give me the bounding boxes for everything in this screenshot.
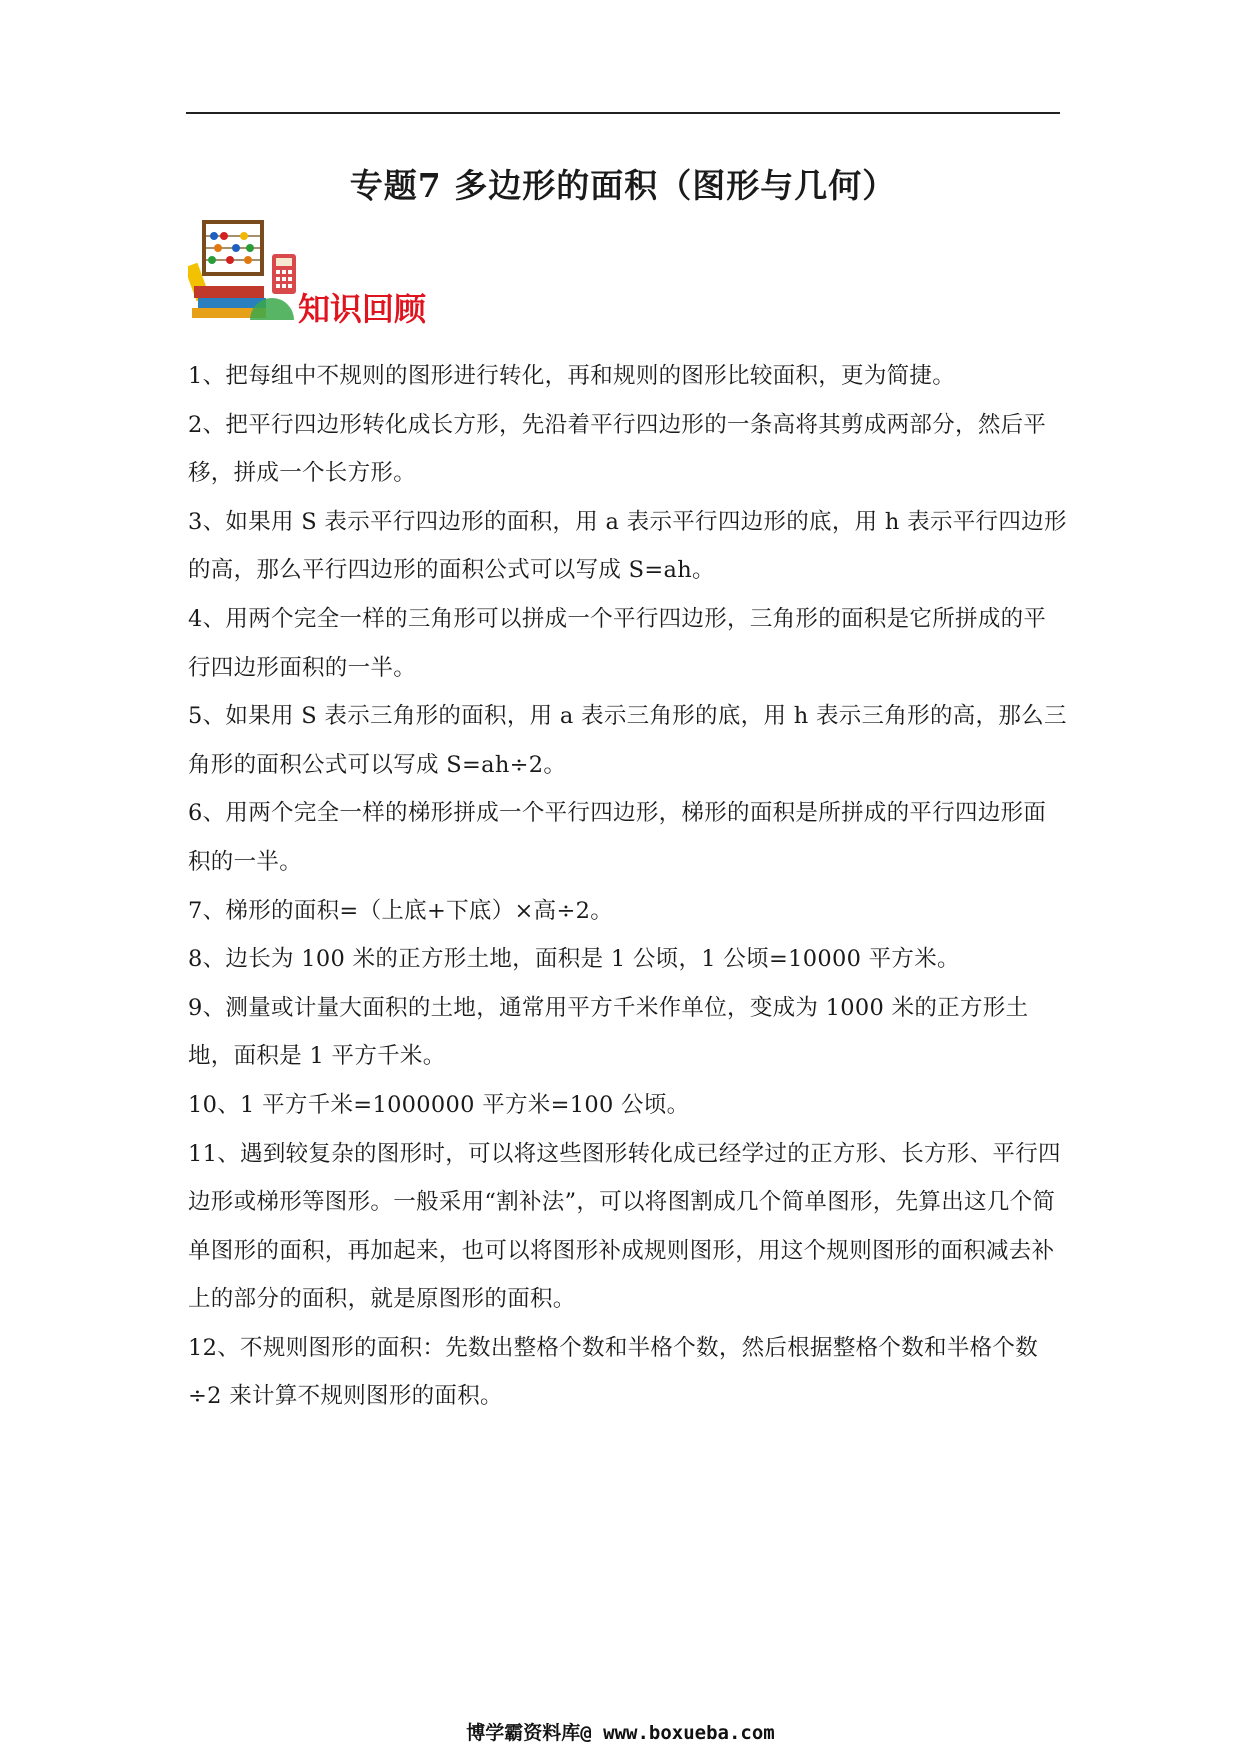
section-title: 知识回顾 — [298, 290, 427, 328]
school-supplies-icon — [188, 214, 298, 324]
list-item: 10、1 平方千米=1000000 平方米=100 公顷。 — [188, 1091, 690, 1118]
list-item: 8、边长为 100 米的正方形土地，面积是 1 公顷，1 公顷=10000 平方米。 — [188, 946, 960, 973]
list-item: 3、如果用 S 表示平行四边形的面积，用 a 表示平行四边形的底，用 h 表示平行四边形的高，那么平行四边形的面积公式可以写成 S=ah。 — [188, 508, 1067, 584]
header-rule — [186, 112, 1060, 114]
list-item: 6、用两个完全一样的梯形拼成一个平行四边形，梯形的面积是所拼成的平行四边形面积的一半。 — [188, 800, 1047, 875]
list-item: 12、不规则图形的面积：先数出整格个数和半格个数，然后根据整格个数和半格个数÷2 来计算不规则图形的面积。 — [188, 1334, 1039, 1410]
page-title: 专题7 多边形的面积（图形与几何） — [349, 166, 897, 205]
list-item: 4、用两个完全一样的三角形可以拼成一个平行四边形，三角形的面积是它所拼成的平行四边形面积的一半。 — [188, 605, 1047, 681]
knowledge-list — [188, 352, 1068, 1421]
list-item: 5、如果用 S 表示三角形的面积，用 a 表示三角形的底，用 h 表示三角形的高，那么三角形的面积公式可以写成 S=ah÷2。 — [188, 703, 1067, 778]
list-item: 1、把每组中不规则的图形进行转化，再和规则的图形比较面积，更为简捷。 — [188, 363, 956, 389]
footer-watermark: 博学霸资料库@ www.boxueba.com — [466, 1722, 775, 1744]
list-item: 2、把平行四边形转化成长方形，先沿着平行四边形的一条高将其剪成两部分，然后平移，拼成一个长方形。 — [188, 411, 1047, 487]
list-item: 9、测量或计量大面积的土地，通常用平方千米作单位，变成为 1000 米的正方形土地，面积是 1 平方千米。 — [188, 994, 1029, 1070]
list-item: 11、遇到较复杂的图形时，可以将这些图形转化成已经学过的正方形、长方形、平行四边形或梯形等图形。一般采用“割补法”，可以将图割成几个简单图形，先算出这几个简单图形的面积，再加起来，也可以将图形补成规则图形，用这个规则图形的面积减去补上的部分的面积，就是原图形的面积。 — [188, 1140, 1061, 1313]
list-item: 7、梯形的面积=（上底+下底）×高÷2。 — [188, 897, 614, 924]
section-header — [188, 214, 488, 334]
